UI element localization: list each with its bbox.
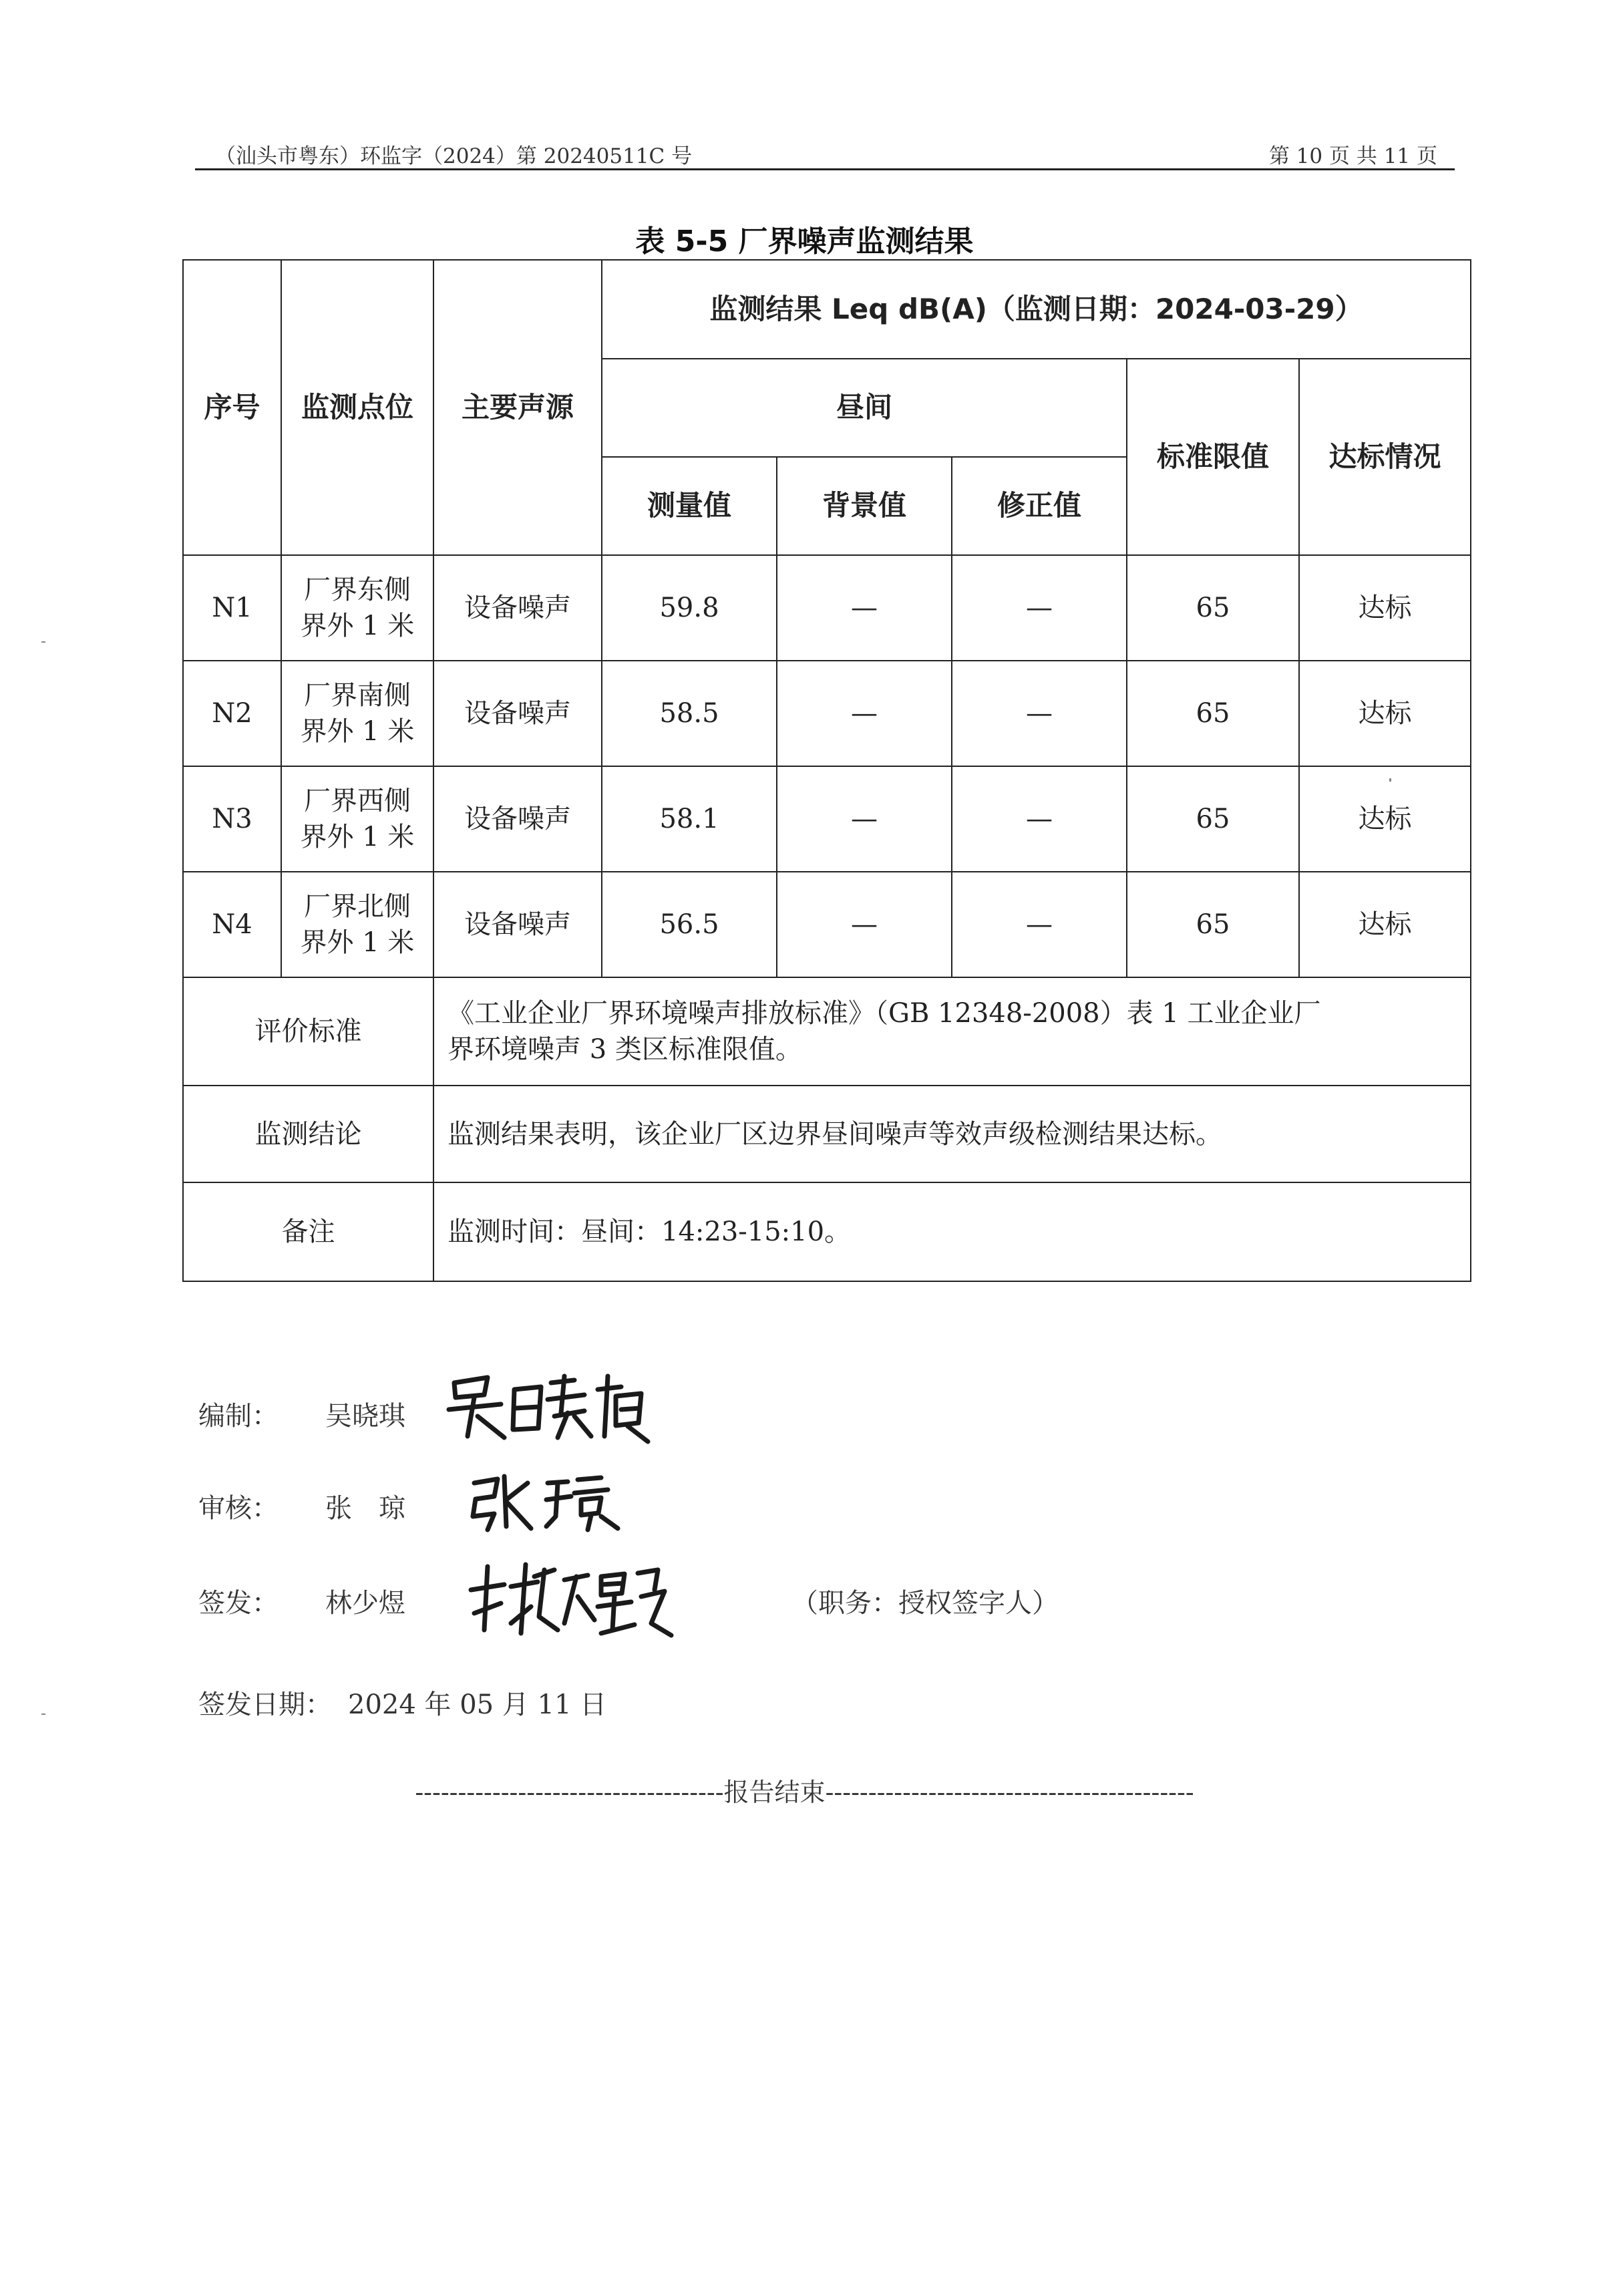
handwritten-signature-compiled (441, 1363, 655, 1450)
table-row (183, 555, 1471, 661)
standard-label: 评价标准 (183, 977, 433, 1086)
cell-source: 设备噪声 (433, 766, 602, 872)
report-end-text: 报告结束 (723, 1778, 826, 1807)
reviewed-label: 审核： (198, 1493, 279, 1524)
cell-corrected: — (952, 555, 1127, 661)
cell-measured: 58.1 (602, 766, 777, 872)
cell-corrected: — (952, 766, 1127, 872)
cell-background: — (777, 766, 952, 872)
note-text: 监测时间：昼间：14:23-15:10。 (433, 1182, 1471, 1281)
scan-speck (41, 1713, 45, 1715)
conclusion-label: 监测结论 (183, 1086, 433, 1182)
compiled-name: 吴晓琪 (325, 1401, 405, 1432)
table-row (183, 766, 1471, 872)
report-number: （汕头市粤东）环监字（2024）第 20240511C 号 (215, 144, 693, 168)
issued-label: 签发： (198, 1588, 279, 1619)
cell-measured: 58.5 (602, 661, 777, 766)
cell-seq: N3 (183, 766, 281, 872)
handwritten-signature-issued (464, 1550, 678, 1650)
issued-row (198, 1582, 405, 1620)
cell-corrected: — (952, 661, 1127, 766)
header-status: 达标情况 (1299, 359, 1471, 555)
header-background: 背景值 (777, 457, 952, 555)
page-header (195, 135, 1455, 170)
cell-measured: 56.5 (602, 872, 777, 977)
report-end-line (0, 1772, 1609, 1808)
cell-status: 达标 (1299, 661, 1471, 766)
table-row (183, 872, 1471, 977)
cell-point: 厂界东侧 界外 1 米 (281, 555, 433, 661)
conclusion-text: 监测结果表明，该企业厂区边界昼间噪声等效声级检测结果达标。 (433, 1086, 1471, 1182)
header-point: 监测点位 (281, 260, 433, 555)
header-limit: 标准限值 (1127, 359, 1299, 555)
compiled-row (198, 1395, 405, 1433)
handwritten-signature-reviewed (468, 1463, 628, 1536)
table-row (183, 661, 1471, 766)
cell-status: 达标 (1299, 766, 1471, 872)
cell-point: 厂界北侧 界外 1 米 (281, 872, 433, 977)
issue-date-row (198, 1683, 606, 1721)
compiled-label: 编制： (198, 1401, 279, 1432)
cell-point: 厂界西侧 界外 1 米 (281, 766, 433, 872)
standard-text: 《工业企业厂界环境噪声排放标准》（GB 12348-2008）表 1 工业企业厂 界环境噪声 3 类区标准限值。 (433, 977, 1471, 1086)
cell-limit: 65 (1127, 661, 1299, 766)
cell-background: — (777, 872, 952, 977)
issue-date-label: 签发日期： (198, 1689, 332, 1720)
dash-left: ------------------------------------ (415, 1778, 724, 1807)
issued-name: 林少煜 (325, 1588, 405, 1619)
cell-limit: 65 (1127, 555, 1299, 661)
header-result-group: 监测结果 Leq dB(A)（监测日期：2024-03-29） (602, 260, 1471, 359)
header-source: 主要声源 (433, 260, 602, 555)
header-corrected: 修正值 (952, 457, 1127, 555)
cell-seq: N4 (183, 872, 281, 977)
dash-right: ------------------------------------------- (825, 1778, 1194, 1807)
cell-status: 达标 (1299, 555, 1471, 661)
cell-point: 厂界南侧 界外 1 米 (281, 661, 433, 766)
cell-background: — (777, 661, 952, 766)
cell-seq: N1 (183, 555, 281, 661)
note-label: 备注 (183, 1182, 433, 1281)
header-measured: 测量值 (602, 457, 777, 555)
cell-corrected: — (952, 872, 1127, 977)
cell-status: 达标 (1299, 872, 1471, 977)
table-title: 表 5-5 厂界噪声监测结果 (635, 224, 974, 259)
reviewed-name: 张 琼 (325, 1493, 405, 1524)
cell-measured: 59.8 (602, 555, 777, 661)
cell-source: 设备噪声 (433, 872, 602, 977)
cell-limit: 65 (1127, 766, 1299, 872)
cell-seq: N2 (183, 661, 281, 766)
cell-background: — (777, 555, 952, 661)
header-seq: 序号 (183, 260, 281, 555)
cell-source: 设备噪声 (433, 661, 602, 766)
cell-limit: 65 (1127, 872, 1299, 977)
page-number: 第 10 页 共 11 页 (1268, 144, 1437, 168)
header-daytime: 昼间 (602, 359, 1127, 457)
scan-speck (41, 641, 45, 643)
issued-role: （职务：授权签字人） (791, 1588, 1059, 1619)
scan-speck (1389, 778, 1391, 782)
reviewed-row (198, 1487, 405, 1525)
noise-result-table (182, 259, 1471, 1282)
issue-date: 2024 年 05 月 11 日 (348, 1689, 607, 1720)
cell-source: 设备噪声 (433, 555, 602, 661)
